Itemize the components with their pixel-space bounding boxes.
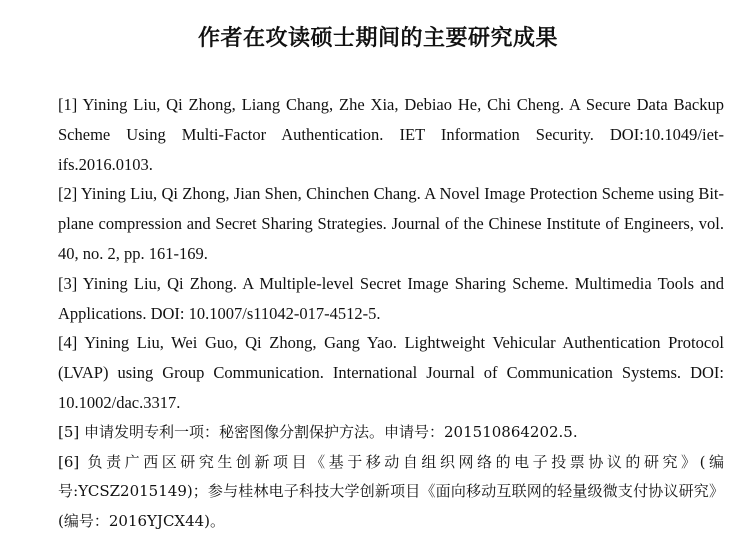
reference-item-4: [4] Yining Liu, Wei Guo, Qi Zhong, Gang Yao. Lightweight Vehicular Authentication Protocol (LVAP) using Group Communication. International Journal of Communication Systems. DOI: 10.1002/dac.3317. xyxy=(58,333,724,412)
reference-item-1: [1] Yining Liu, Qi Zhong, Liang Chang, Zhe Xia, Debiao He, Chi Cheng. A Secure Data Backup Scheme Using Multi-Factor Authentication. IET Information Security. DOI:10.1049/iet-ifs.2016.0103. xyxy=(58,95,724,174)
reference-list xyxy=(58,90,724,537)
reference-item-6: [6] 负责广西区研究生创新项目《基于移动自组织网络的电子投票协议的研究》(编号:YCSZ2015149)；参与桂林电子科技大学创新项目《面向移动互联网的轻量级微支付协议研究》(编号：2016YJCX44)。 xyxy=(58,452,724,531)
page-title: 作者在攻读硕士期间的主要研究成果 xyxy=(197,26,558,51)
reference-item-5: [5] 申请发明专利一项：秘密图像分割保护方法。申请号：201510864202.5. xyxy=(58,422,578,441)
reference-item-3: [3] Yining Liu, Qi Zhong. A Multiple-level Secret Image Sharing Scheme. Multimedia Tools and Applications. DOI: 10.1007/s11042-017-4512-5. xyxy=(58,273,724,323)
reference-item-2: [2] Yining Liu, Qi Zhong, Jian Shen, Chinchen Chang. A Novel Image Protection Scheme using Bit-plane compression and Secret Sharing Strategies. Journal of the Chinese Institute of Engineers, vol. 40, no. 2, pp. 161-169. xyxy=(58,184,724,263)
